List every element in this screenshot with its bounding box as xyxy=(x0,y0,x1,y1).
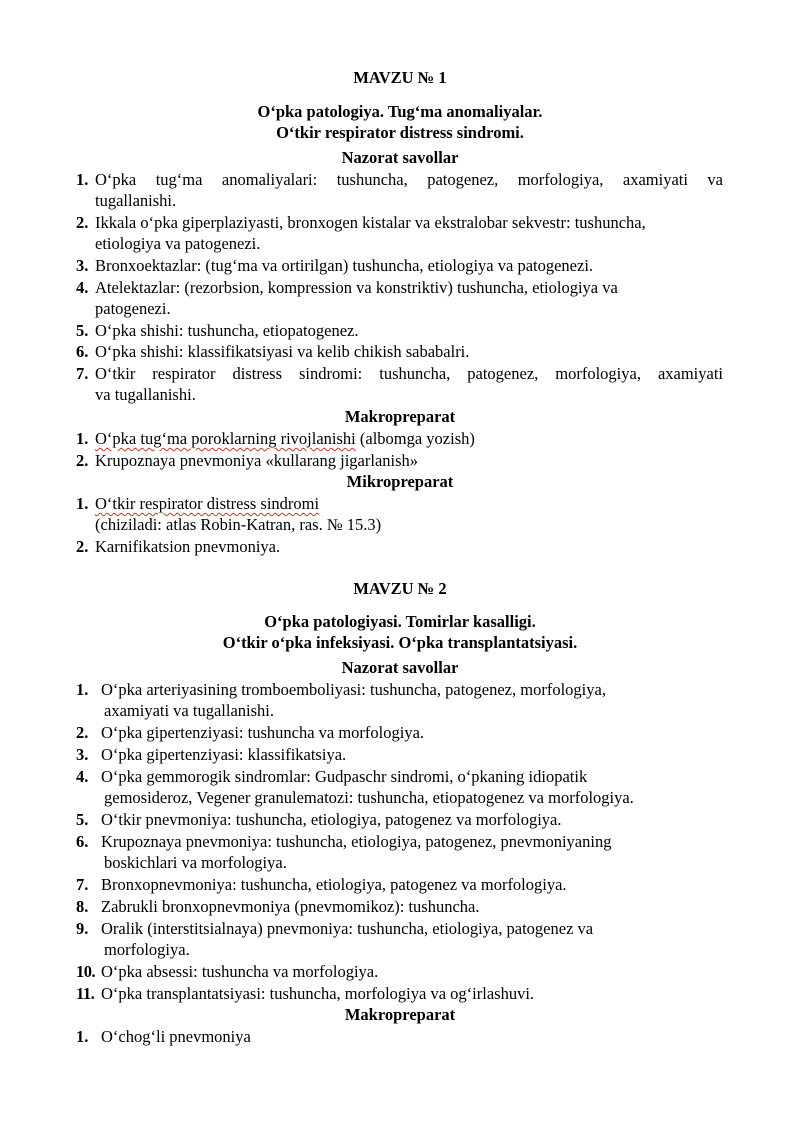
question-text-continued: tugallanishi. xyxy=(95,191,177,210)
topic-2-title: MAVZU № 2 xyxy=(353,579,447,598)
micro-item-text: Karnifikatsion pnevmoniya. xyxy=(95,537,281,556)
question-text: Atelektazlar: (rezorbsion, kompression va konstriktiv) tushuncha, etiologiya va xyxy=(95,278,618,297)
macro-item-number: 1. xyxy=(76,429,89,448)
question-number: 5. xyxy=(76,321,89,340)
question-text: Bronxopnevmoniya: tushuncha, etiologiya, patogenez va morfologiya. xyxy=(101,875,567,894)
question-number: 6. xyxy=(76,832,89,851)
question-text: O‘pka transplantatsiyasi: tushuncha, morfologiya va og‘irlashuvi. xyxy=(101,984,535,1003)
topic-1-subtitle-line-2: O‘tkir respirator distress sindromi. xyxy=(276,123,524,142)
question-number: 1. xyxy=(76,680,89,699)
question-text-continued: morfologiya. xyxy=(104,940,190,959)
question-text: O‘pka absessi: tushuncha va morfologiya. xyxy=(101,962,379,981)
question-text: O‘pka gemmorogik sindromlar: Gudpaschr sindromi, o‘pkaning idiopatik xyxy=(101,767,588,786)
topic-1-macropreparation-heading: Makropreparat xyxy=(344,407,456,426)
question-text: O‘pka arteriyasining tromboemboliyasi: tushuncha, patogenez, morfologiya, xyxy=(101,680,606,699)
question-text: Bronxoektazlar: (tug‘ma va ortirilgan) tushuncha, etiologiya va patogenezi. xyxy=(95,256,594,275)
question-number: 9. xyxy=(76,919,89,938)
question-number: 5. xyxy=(76,810,89,829)
question-text-continued: patogenezi. xyxy=(95,299,171,318)
question-text: O‘pka tug‘ma anomaliyalari: tushuncha, patogenez, morfologiya, axamiyati va xyxy=(95,170,723,189)
question-text-continued: va tugallanishi. xyxy=(95,385,196,404)
question-text: Zabrukli bronxopnevmoniya (pnevmomikoz): tushuncha. xyxy=(101,897,480,916)
macro-item-number: 2. xyxy=(76,451,89,470)
micro-item-text: O‘tkir respirator distress sindromi xyxy=(95,494,320,513)
micro-item-number: 2. xyxy=(76,537,89,556)
micro-item-text-continued: (chiziladi: atlas Robin-Katran, ras. № 15.3) xyxy=(95,515,382,534)
question-text-continued: gemosideroz, Vegener granulematozi: tushuncha, etiopatogenez va morfologiya. xyxy=(104,788,634,807)
topic-2-control-questions-heading: Nazorat savollar xyxy=(341,658,459,677)
question-number: 3. xyxy=(76,256,89,275)
topic-1-subtitle-line-1: O‘pka patologiya. Tug‘ma anomaliyalar. xyxy=(257,102,543,121)
question-number: 6. xyxy=(76,342,89,361)
question-number: 10. xyxy=(76,962,96,981)
macro-item-text: O‘pka tug‘ma poroklarning rivojlanishi (albomga yozish) xyxy=(95,429,475,448)
micro-item-number: 1. xyxy=(76,494,89,513)
question-text: Oralik (interstitsialnaya) pnevmoniya: tushuncha, etiologiya, patogenez va xyxy=(101,919,594,938)
macro-item-number: 1. xyxy=(76,1027,89,1046)
question-text-continued: axamiyati va tugallanishi. xyxy=(104,701,274,720)
question-text: Ikkala o‘pka giperplaziyasti, bronxogen kistalar va ekstralobar sekvestr: tushuncha, xyxy=(95,213,646,232)
topic-2-macropreparation-heading: Makropreparat xyxy=(344,1005,456,1024)
macro-item-text: O‘chog‘li pnevmoniya xyxy=(101,1027,251,1046)
question-number: 2. xyxy=(76,213,89,232)
question-text: O‘pka gipertenziyasi: tushuncha va morfologiya. xyxy=(101,723,425,742)
question-number: 1. xyxy=(76,170,89,189)
question-text: O‘pka shishi: tushuncha, etiopatogenez. xyxy=(95,321,359,340)
question-text: Krupoznaya pnevmoniya: tushuncha, etiologiya, patogenez, pnevmoniyaning xyxy=(101,832,612,851)
question-number: 3. xyxy=(76,745,89,764)
question-text-continued: etiologiya va patogenezi. xyxy=(95,234,261,253)
question-text-continued: boskichlari va morfologiya. xyxy=(104,853,287,872)
topic-1-micropreparation-heading: Mikropreparat xyxy=(346,472,454,491)
question-number: 8. xyxy=(76,897,89,916)
question-text: O‘tkir respirator distress sindromi: tushuncha, patogenez, morfologiya, axamiyati xyxy=(95,364,723,383)
question-text: O‘pka gipertenziyasi: klassifikatsiya. xyxy=(101,745,347,764)
topic-2-subtitle-line-2: O‘tkir o‘pka infeksiyasi. O‘pka transplantatsiyasi. xyxy=(222,633,578,652)
topic-2-subtitle-line-1: O‘pka patologiyasi. Tomirlar kasalligi. xyxy=(264,612,536,631)
topic-1-title: MAVZU № 1 xyxy=(353,68,447,87)
question-number: 7. xyxy=(76,875,89,894)
topic-1-control-questions-heading: Nazorat savollar xyxy=(341,148,459,167)
question-number: 4. xyxy=(76,767,89,786)
question-number: 7. xyxy=(76,364,89,383)
macro-item-text: Krupoznaya pnevmoniya «kullarang jigarlanish» xyxy=(95,451,419,470)
question-text: O‘pka shishi: klassifikatsiyasi va kelib chikish sababalri. xyxy=(95,342,470,361)
question-number: 2. xyxy=(76,723,89,742)
question-number: 4. xyxy=(76,278,89,297)
question-number: 11. xyxy=(76,984,95,1003)
question-text: O‘tkir pnevmoniya: tushuncha, etiologiya, patogenez va morfologiya. xyxy=(101,810,562,829)
